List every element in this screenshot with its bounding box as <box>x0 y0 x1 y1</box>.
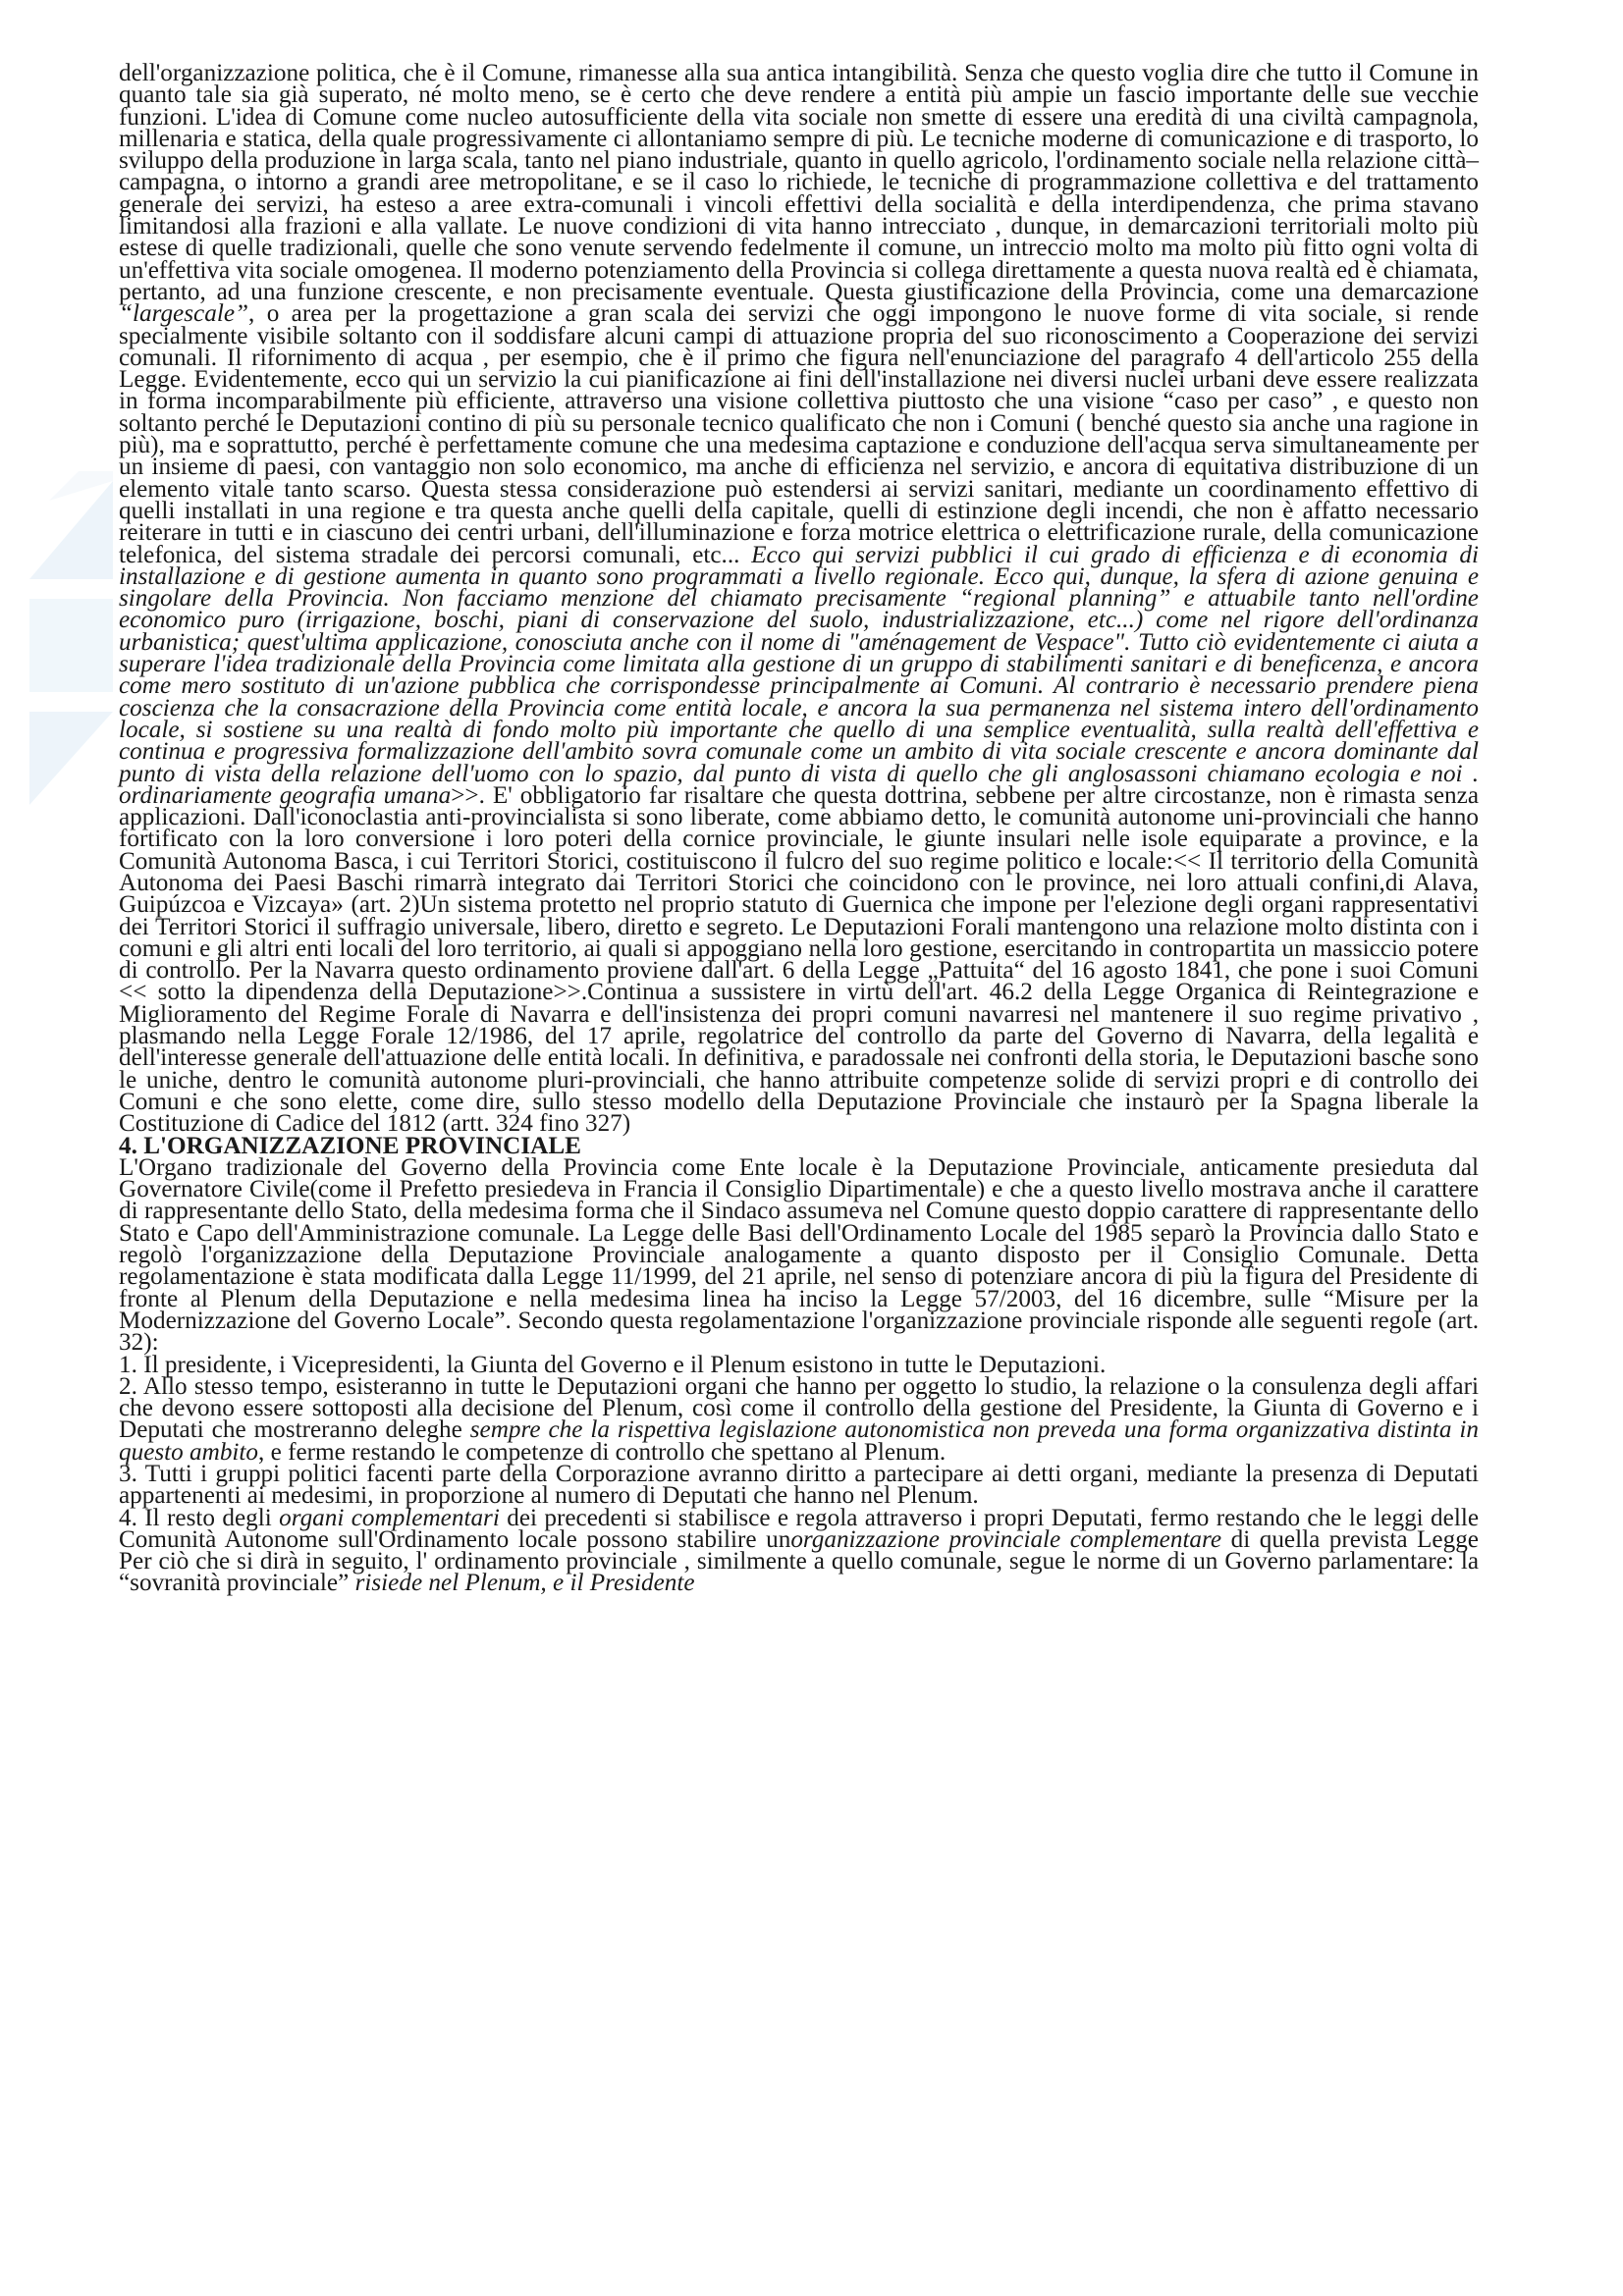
paragraph <box>119 60 1480 1138</box>
paragraph <box>119 1504 1479 1597</box>
text-run: L'Organo tradizionale del Governo della Provincia come Ente locale è la Deputazione Provinciale, anticamente presieduta dal Governatore Civile(come il Prefetto presiedeva in Francia il Consiglio Dipartimentale) e che a questo livello mostrava anche il carattere di rappresentante dello Stato, della medesima forma che il Sindaco assumeva nel Comune questo doppio carattere di rappresentante dello Stato e Capo dell'Amministrazione comunale. La Legge delle Basi dell'Ordinamento Locale del 1985 separò la Provincia dallo Stato e regolò l'organizzazione della Deputazione Provinciale analogamente a quanto disposto per il Consiglio Comunale. Detta regolamentazione è stata modificata dalla Legge 11/1999, del 21 aprile, nel senso di potenziare ancora di più la figura del Presidente di fronte al Plenum della Deputazione e nella medesima linea ha inciso la Legge 57/2003, del 16 dicembre, sulle “Misure per la Modernizzazione del Governo Locale”. Secondo questa regolamentazione l'organizzazione provinciale risponde alle seguenti regole (art. 32): <box>119 1153 1479 1357</box>
text-run: di quella prevista Legge Per ciò che si dirà in seguito, l' ordinamento provinciale , similmente a quello comunale, segue le norme di un Governo parlamentare: la “sovranità provinciale” <box>119 1525 1479 1597</box>
text-run: , e ferme restando le competenze di controllo che spettano al Plenum. <box>258 1438 947 1466</box>
document-body <box>119 60 1480 1597</box>
text-run: 4. L'ORGANIZZAZIONE PROVINCIALE <box>119 1132 581 1159</box>
paragraph <box>119 1372 1479 1466</box>
text-run: , o area per la progettazione a gran scala dei servizi che oggi impongono le nuove forme di vita sociale, si rende specialmente visibile soltanto con il soddisfare alcuni campi di attuazione propria del suo riconoscimento a Cooperazione dei servizi comunali. Il rifornimento di acqua , per esempio, che è il primo che figura nell'enunciazione del paragrafo 4 dell'articolo 255 della Legge. Evidentemente, ecco qui un servizio la cui pianificazione ai fini dell'installazione nei diversi nuclei urbani deve essere realizzata in forma incomparabilmente più efficiente, attraverso una visione collettiva piuttosto che una visione “caso per caso” , e questo non soltanto perché le Deputazioni contino di più su personale tecnico qualificato che non i Comuni ( benché questo sia anche una ragione in più), ma e soprattutto, perché è perfettamente comune che una medesima captazione e conduzione dell'acqua serva simultaneamente per un insieme di paesi, con vantaggio non solo economico, ma anche di efficienza nel servizio, e ancora di equitativa distribuzione di un elemento vitale tanto scarso. Questa stessa considerazione può estendersi ai servizi sanitari, mediante un coordinamento effettivo di quelli installati in una regione e tra questa anche quelli della capitale, quelli di estinzione degli incendi, che non è affatto necessario reiterare in tutti e in ciascuno dei centri urbani, dell'illuminazione e forza motrice elettrica o elettrificazione rurale, della comunicazione telefonica, del sistema stradale dei percorsi comunali, etc... <box>119 300 1479 568</box>
italic-text-run: “largescale” <box>119 300 249 328</box>
text-run: 1. Il presidente, i Vicepresidenti, la Giunta del Governo e il Plenum esistono in tutte le Deputazioni. <box>119 1351 1107 1378</box>
italic-text-run: Ecco qui servizi pubblici il cui grado di efficienza e di economia di installazione e di gestione aumenta in quanto sono programmati a livello regionale. Ecco qui, dunque, la sfera di azione genuina e singolare della Provincia. Non facciamo menzione del chiamato precisamente “regional planning” e attuabile tanto nell'ordine economico puro (irrigazione, boschi, piani di conservazione del suolo, industrializzazione, etc...) come nel rigore dell'ordinanza urbanistica; quest'ultima applicazione, conosciuta anche con il nome di "aménagement de Vespace". Tutto ciò evidentemente ci aiuta a superare l'idea tradizionale della Provincia come limitata alla gestione di un gruppo di stabilimenti sanitari e di beneficenza, e ancora come mero sostituto di un'azione pubblica che corrispondesse principalmente ai Comuni. Al contrario è necessario prendere piena coscienza che la consacrazione della Provincia come entità locale, e ancora la sua permanenza nel sistema intero dell'ordinamento locale, si sostiene su una realtà di fondo molto più importante che quello di una semplice eventualità, sulla realtà dell'effettiva e continua e progressiva formalizzazione dell'ambito sovra comunale come un ambito di vita sociale crescente e ancora dominante dal punto di vista della relazione dell'uomo con lo spazio, dal punto di vista di quello che gli anglosassoni chiamano ecologia e noi . ordinariamente geografia umana <box>119 541 1480 809</box>
italic-text-run: organi complementari <box>279 1504 500 1531</box>
italic-text-run: sempre che la rispettiva legislazione autonomistica non preveda una forma organizzativa distinta in questo ambito <box>119 1416 1479 1466</box>
text-run: dell'organizzazione politica, che è il Comune, rimanesse alla sua antica intangibilità. Senza che questo voglia dire che tutto il Comune in quanto tale sia già superato, né molto meno, se è certo che deve rendere a entità più ampie un fascio importante delle sue vecchie funzioni. L'idea di Comune come nucleo autosufficiente della vita sociale non smette di essere una eredità di una civiltà campagnola, millenaria e statica, della quale progressivamente ci allontaniamo sempre di più. Le tecniche moderne di comunicazione e di trasporto, lo sviluppo della produzione in larga scala, tanto nel piano industriale, quanto in quello agricolo, l'ordinamento sociale nella relazione città–campagna, o intorno a grandi aree metropolitane, e se il caso lo richiede, le tecniche di programmazione collettiva e del trattamento generale dei servizi, ha esteso a aree extra-comunali i vincoli effettivi della socialità e della interdipendenza, che prima stavano limitandosi alla frazioni e alla vallate. Le nuove condizioni di vita hanno intrecciato , dunque, in demarcazioni territoriali molto più estese di quelle tradizionali, quelle che sono venute servendo fedelmente il comune, un intreccio molto ma molto più fitto ogni volta di un'effettiva vita sociale omogenea. Il moderno potenziamento della Provincia si collega direttamente a questa nuova realtà ed è chiamata, pertanto, ad una funzione crescente, e non precisamente eventuale. Questa giustificazione della Provincia, come una demarcazione <box>119 60 1479 305</box>
text-run: 3. Tutti i gruppi politici facenti parte della Corporazione avranno diritto a partecipare ai detti organi, mediante la presenza di Deputati appartenenti ai medesimi, in proporzione al numero di Deputati che hanno nel Plenum. <box>119 1461 1479 1510</box>
italic-text-run: risiede nel Plenum, e il Presidente <box>354 1570 695 1597</box>
text-run: dei precedenti si stabilisce e regola attraverso i propri Deputati, fermo restando che le leggi delle Comunità Autonome sull'Ordinamento locale possono stabilire un <box>119 1504 1479 1553</box>
paragraph <box>119 1153 1479 1357</box>
watermark-logo <box>20 461 128 815</box>
text-run: >>. E' obbligatorio far risaltare che questa dottrina, sebbene per altre circostanze, non è rimasta senza applicazioni. Dall'iconoclastia anti-provincialista si sono liberate, come abbiamo detto, le comunità autonome uni-provinciali che hanno fortificato con la loro conversione i loro poteri della cornice provinciale, le giunte insulari nelle isole equiparate a province, e la Comunità Autonoma Basca, i cui Territori Storici, costituiscono il fulcro del suo regime politico e locale:<< Il territorio della Comunità Autonoma dei Paesi Baschi rimarrà integrato dai Territori Storici che coincidono con le province, nei loro attuali confini,di Alava, Guipúzcoa e Vizcaya» (art. 2)Un sistema protetto nel proprio statuto di Guernica che impone per l'elezione degli organi rappresentativi dei Territori Storici il suffragio universale, libero, diretto e segreto. Le Deputazioni Forali mantengono una relazione molto distinta con i comuni e gli altri enti locali del loro territorio, ai quali si appoggiano nella loro gestione, esercitando in contropartita un massiccio potere di controllo. Per la Navarra questo ordinamento proviene dall'art. 6 della Legge „Pattuita“ del 16 agosto 1841, che pone i suoi Comuni << sotto la dipendenza della Deputazione>>.Continua a sussistere in virtù dell'art. 46.2 della Legge Organica di Reintegrazione e Miglioramento del Regime Forale di Navarra e dell'insistenza dei propri comuni navarresi nel mantenere il suo regime privativo , plasmando nella Legge Forale 12/1986, del 17 aprile, regolatrice del controllo da parte del Governo di Navarra, della legalità e dell'interesse generale dell'attuazione delle entità locali. In definitiva, e paradossale nei confronti della storia, le Deputazioni basche sono le uniche, dentro le comunità autonome pluri-provinciali, che hanno attribuite competenze solide di servizi propri e di controllo dei Comuni e che sono elette, come dire, sullo stesso modello della Deputazione Provinciale che instaurò per la Spagna liberale la Costituzione di Cadice del 1812 (artt. 324 fino 327) <box>119 781 1480 1138</box>
text-run: 4. Il resto degli <box>119 1504 280 1531</box>
paragraph <box>119 1461 1479 1510</box>
italic-text-run: organizzazione provinciale complementare <box>790 1525 1222 1553</box>
text-run: 2. Allo stesso tempo, esisteranno in tutte le Deputazioni organi che hanno per oggetto lo studio, la relazione o la consulenza degli affari che devono essere sottoposti alla decisione del Plenum, così come il controllo della gestione del Presidente, la Giunta di Governo e i Deputati che mostreranno deleghe <box>119 1372 1479 1444</box>
